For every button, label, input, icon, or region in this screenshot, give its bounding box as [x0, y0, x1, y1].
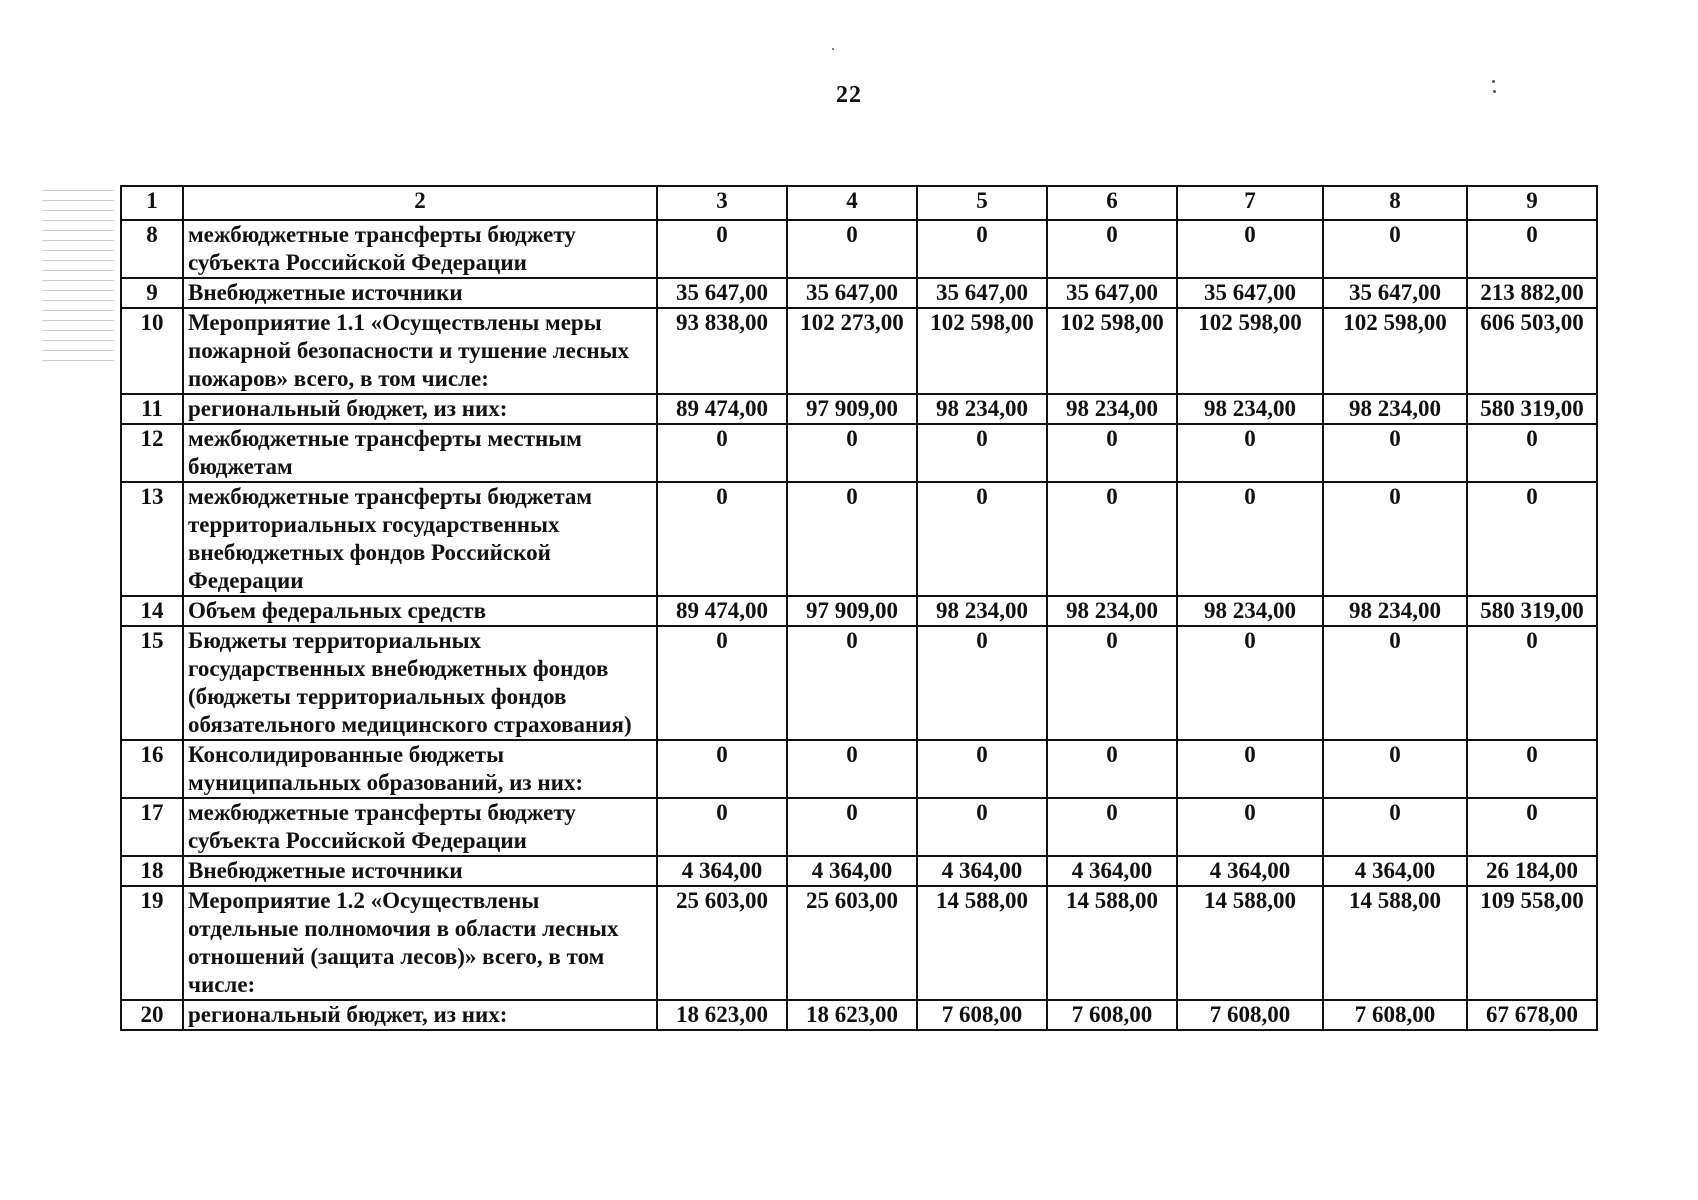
scan-speck: [832, 48, 834, 50]
value-cell: 35 647,00: [657, 278, 787, 308]
value-cell: 0: [1047, 626, 1177, 740]
row-number: 17: [121, 798, 183, 856]
value-cell: 0: [917, 626, 1047, 740]
value-cell: 97 909,00: [787, 596, 917, 626]
table-row: [121, 740, 1597, 798]
page-number: 22: [836, 82, 862, 108]
value-cell: 35 647,00: [1323, 278, 1467, 308]
table-row: [121, 856, 1597, 886]
value-cell: 0: [657, 740, 787, 798]
row-description: Внебюджетные источники: [183, 856, 657, 886]
value-cell: 25 603,00: [787, 886, 917, 1000]
value-cell: 0: [657, 798, 787, 856]
value-cell: 97 909,00: [787, 394, 917, 424]
header-cell: 9: [1467, 186, 1597, 220]
value-cell: 0: [657, 626, 787, 740]
row-number: 20: [121, 1000, 183, 1030]
table-row: [121, 278, 1597, 308]
table-row: [121, 626, 1597, 740]
value-cell: 0: [917, 220, 1047, 278]
value-cell: 18 623,00: [657, 1000, 787, 1030]
value-cell: 109 558,00: [1467, 886, 1597, 1000]
value-cell: 35 647,00: [1177, 278, 1323, 308]
row-number: 11: [121, 394, 183, 424]
value-cell: 14 588,00: [1323, 886, 1467, 1000]
value-cell: 98 234,00: [917, 596, 1047, 626]
row-description: межбюджетные трансферты бюджетам территориальных государственных внебюджетных фондов Российской Федерации: [183, 482, 657, 596]
value-cell: 0: [1467, 482, 1597, 596]
value-cell: 102 598,00: [1323, 308, 1467, 394]
header-cell: 5: [917, 186, 1047, 220]
value-cell: 0: [1047, 482, 1177, 596]
scan-speck: [1492, 80, 1495, 83]
value-cell: 0: [1323, 740, 1467, 798]
value-cell: 14 588,00: [917, 886, 1047, 1000]
value-cell: 213 882,00: [1467, 278, 1597, 308]
value-cell: 0: [1467, 798, 1597, 856]
value-cell: 0: [1177, 740, 1323, 798]
value-cell: 0: [1047, 740, 1177, 798]
row-description: Консолидированные бюджеты муниципальных образований, из них:: [183, 740, 657, 798]
value-cell: 7 608,00: [917, 1000, 1047, 1030]
value-cell: 98 234,00: [1047, 596, 1177, 626]
value-cell: 0: [917, 482, 1047, 596]
value-cell: 0: [1467, 220, 1597, 278]
row-description: Внебюджетные источники: [183, 278, 657, 308]
value-cell: 7 608,00: [1177, 1000, 1323, 1030]
table-row: [121, 424, 1597, 482]
header-cell: 7: [1177, 186, 1323, 220]
value-cell: 26 184,00: [1467, 856, 1597, 886]
value-cell: 606 503,00: [1467, 308, 1597, 394]
value-cell: 0: [1177, 220, 1323, 278]
table-row: [121, 596, 1597, 626]
value-cell: 0: [1323, 424, 1467, 482]
value-cell: 0: [1323, 626, 1467, 740]
value-cell: 98 234,00: [917, 394, 1047, 424]
value-cell: 0: [1467, 626, 1597, 740]
row-description: межбюджетные трансферты местным бюджетам: [183, 424, 657, 482]
row-description: региональный бюджет, из них:: [183, 1000, 657, 1030]
value-cell: 0: [917, 424, 1047, 482]
value-cell: 7 608,00: [1323, 1000, 1467, 1030]
value-cell: 4 364,00: [787, 856, 917, 886]
table-row: [121, 308, 1597, 394]
table-row: [121, 798, 1597, 856]
value-cell: 0: [1047, 424, 1177, 482]
value-cell: 102 598,00: [1177, 308, 1323, 394]
value-cell: 4 364,00: [917, 856, 1047, 886]
table-row: [121, 394, 1597, 424]
row-description: Мероприятие 1.2 «Осуществлены отдельные полномочия в области лесных отношений (защита лесов)» всего, в том числе:: [183, 886, 657, 1000]
table-row: [121, 1000, 1597, 1030]
value-cell: 0: [1467, 424, 1597, 482]
value-cell: 4 364,00: [1047, 856, 1177, 886]
table-row: [121, 220, 1597, 278]
value-cell: 25 603,00: [657, 886, 787, 1000]
scan-speck: [1493, 90, 1496, 93]
value-cell: 0: [1177, 626, 1323, 740]
value-cell: 0: [787, 220, 917, 278]
value-cell: 102 598,00: [917, 308, 1047, 394]
value-cell: 14 588,00: [1047, 886, 1177, 1000]
value-cell: 4 364,00: [1323, 856, 1467, 886]
row-description: межбюджетные трансферты бюджету субъекта Российской Федерации: [183, 798, 657, 856]
value-cell: 0: [657, 424, 787, 482]
value-cell: 0: [787, 626, 917, 740]
header-cell: 3: [657, 186, 787, 220]
value-cell: 0: [1047, 798, 1177, 856]
table-row: [121, 886, 1597, 1000]
value-cell: 0: [787, 424, 917, 482]
row-number: 19: [121, 886, 183, 1000]
value-cell: 4 364,00: [1177, 856, 1323, 886]
value-cell: 580 319,00: [1467, 394, 1597, 424]
header-cell: 2: [183, 186, 657, 220]
value-cell: 0: [1047, 220, 1177, 278]
row-number: 12: [121, 424, 183, 482]
header-row: [121, 186, 1597, 220]
header-cell: 8: [1323, 186, 1467, 220]
value-cell: 0: [1323, 482, 1467, 596]
margin-stamp: [42, 190, 114, 410]
value-cell: 0: [1323, 220, 1467, 278]
value-cell: 580 319,00: [1467, 596, 1597, 626]
row-description: региональный бюджет, из них:: [183, 394, 657, 424]
value-cell: 98 234,00: [1177, 394, 1323, 424]
value-cell: 67 678,00: [1467, 1000, 1597, 1030]
header-cell: 6: [1047, 186, 1177, 220]
value-cell: 89 474,00: [657, 394, 787, 424]
value-cell: 98 234,00: [1323, 394, 1467, 424]
row-number: 15: [121, 626, 183, 740]
budget-table: [120, 185, 1598, 1031]
value-cell: 0: [1177, 482, 1323, 596]
table-row: [121, 482, 1597, 596]
value-cell: 0: [917, 740, 1047, 798]
value-cell: 102 598,00: [1047, 308, 1177, 394]
value-cell: 0: [787, 798, 917, 856]
value-cell: 35 647,00: [1047, 278, 1177, 308]
row-number: 13: [121, 482, 183, 596]
value-cell: 89 474,00: [657, 596, 787, 626]
value-cell: 0: [1323, 798, 1467, 856]
header-cell: 1: [121, 186, 183, 220]
header-cell: 4: [787, 186, 917, 220]
value-cell: 0: [657, 220, 787, 278]
value-cell: 7 608,00: [1047, 1000, 1177, 1030]
value-cell: 0: [787, 482, 917, 596]
value-cell: 0: [1177, 798, 1323, 856]
value-cell: 98 234,00: [1323, 596, 1467, 626]
value-cell: 0: [1177, 424, 1323, 482]
row-number: 8: [121, 220, 183, 278]
row-number: 10: [121, 308, 183, 394]
value-cell: 0: [1467, 740, 1597, 798]
value-cell: 0: [787, 740, 917, 798]
value-cell: 93 838,00: [657, 308, 787, 394]
row-number: 9: [121, 278, 183, 308]
value-cell: 0: [917, 798, 1047, 856]
row-description: Бюджеты территориальных государственных внебюджетных фондов (бюджеты территориальных фондов обязательного медицинского страхования): [183, 626, 657, 740]
row-number: 16: [121, 740, 183, 798]
value-cell: 0: [657, 482, 787, 596]
value-cell: 4 364,00: [657, 856, 787, 886]
row-description: Мероприятие 1.1 «Осуществлены меры пожарной безопасности и тушение лесных пожаров» всего, в том числе:: [183, 308, 657, 394]
value-cell: 98 234,00: [1047, 394, 1177, 424]
value-cell: 35 647,00: [787, 278, 917, 308]
value-cell: 18 623,00: [787, 1000, 917, 1030]
row-number: 14: [121, 596, 183, 626]
value-cell: 102 273,00: [787, 308, 917, 394]
value-cell: 35 647,00: [917, 278, 1047, 308]
value-cell: 14 588,00: [1177, 886, 1323, 1000]
row-description: межбюджетные трансферты бюджету субъекта Российской Федерации: [183, 220, 657, 278]
row-number: 18: [121, 856, 183, 886]
row-description: Объем федеральных средств: [183, 596, 657, 626]
value-cell: 98 234,00: [1177, 596, 1323, 626]
